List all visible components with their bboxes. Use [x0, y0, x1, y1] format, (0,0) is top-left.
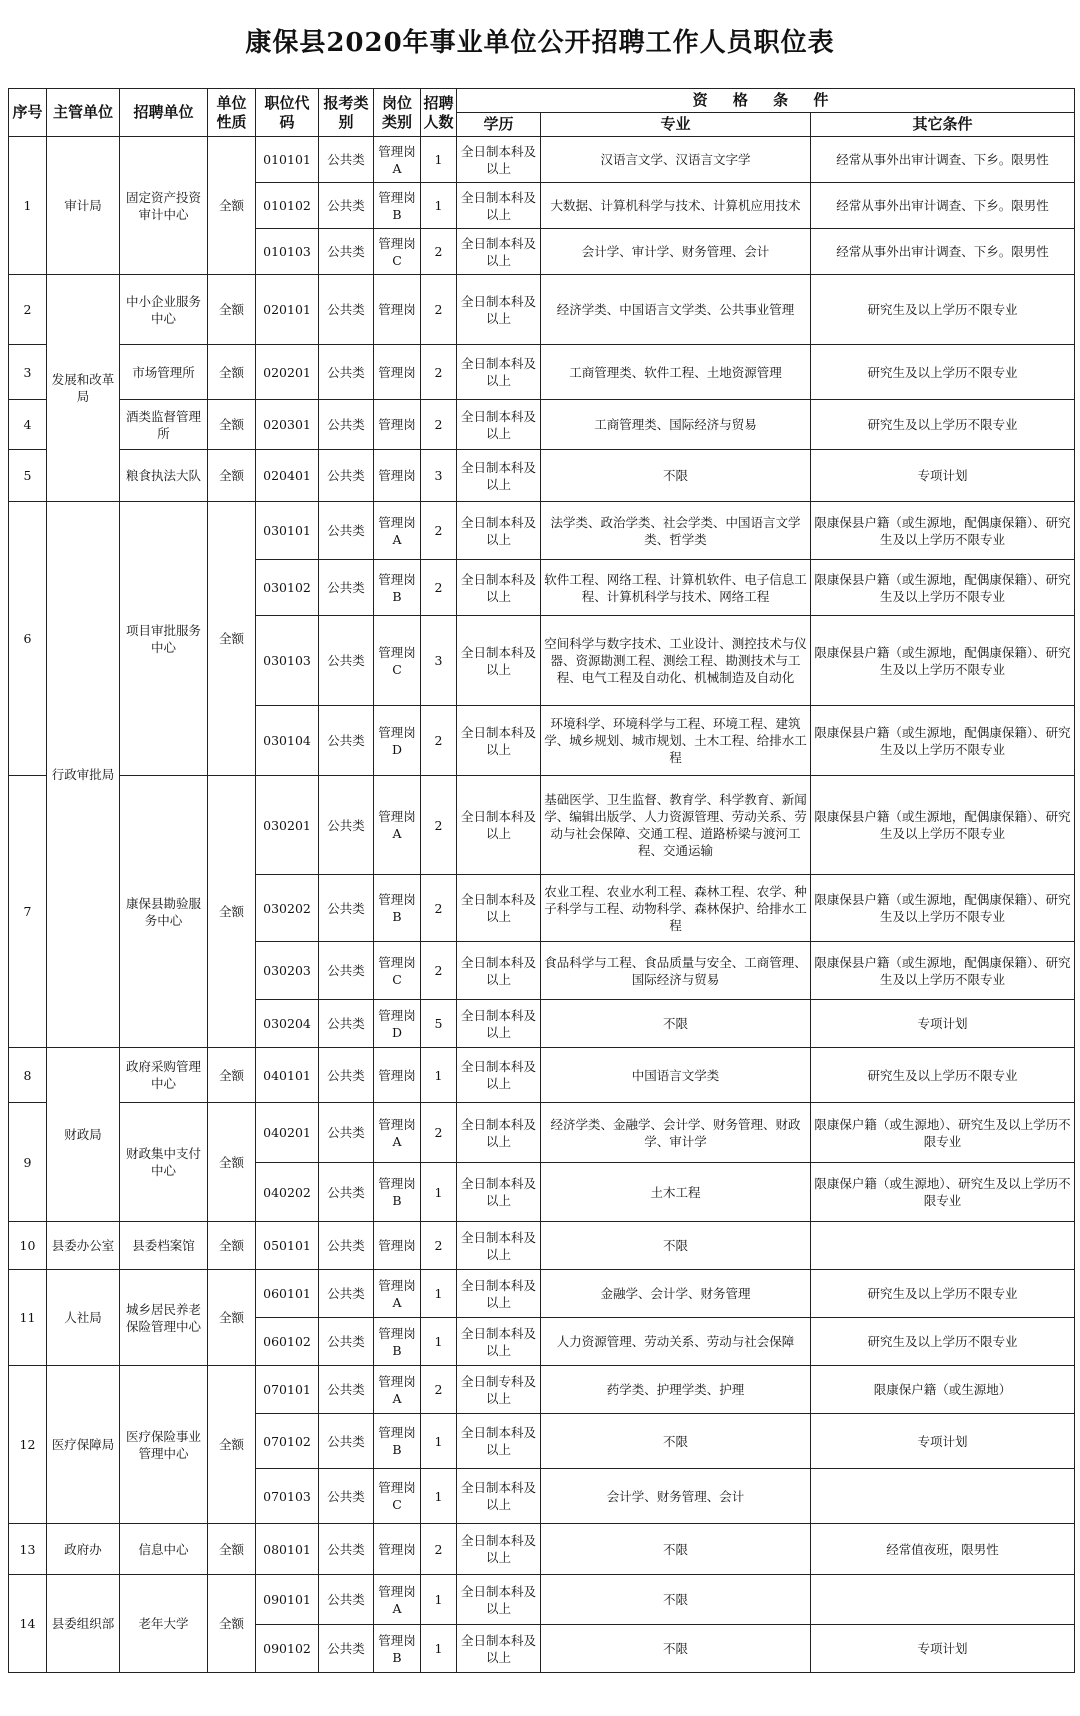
cell-post: 管理岗B	[374, 1414, 421, 1469]
cell-code: 030203	[256, 942, 319, 1000]
header-other: 其它条件	[811, 113, 1075, 137]
cell-post: 管理岗C	[374, 942, 421, 1000]
cell-exam: 公共类	[319, 1366, 374, 1414]
cell-other: 研究生及以上学历不限专业	[811, 345, 1075, 400]
cell-major: 食品科学与工程、食品质量与安全、工商管理、国际经济与贸易	[541, 942, 811, 1000]
cell-exam: 公共类	[319, 1318, 374, 1366]
cell-unit: 酒类监督管理所	[120, 400, 208, 450]
cell-code: 050101	[256, 1222, 319, 1270]
cell-edu: 全日制本科及以上	[457, 275, 541, 345]
cell-seq: 8	[9, 1048, 47, 1103]
cell-edu: 全日制本科及以上	[457, 1575, 541, 1625]
cell-edu: 全日制本科及以上	[457, 1318, 541, 1366]
cell-seq: 13	[9, 1524, 47, 1575]
cell-other: 专项计划	[811, 450, 1075, 502]
cell-count: 2	[421, 1524, 457, 1575]
cell-count: 2	[421, 1103, 457, 1163]
cell-seq: 3	[9, 345, 47, 400]
cell-post: 管理岗A	[374, 1103, 421, 1163]
cell-code: 070102	[256, 1414, 319, 1469]
cell-count: 1	[421, 1163, 457, 1222]
cell-other	[811, 1469, 1075, 1524]
cell-other: 研究生及以上学历不限专业	[811, 1318, 1075, 1366]
cell-post: 管理岗	[374, 1048, 421, 1103]
cell-edu: 全日制本科及以上	[457, 706, 541, 776]
header-edu: 学历	[457, 113, 541, 137]
cell-exam: 公共类	[319, 776, 374, 875]
cell-count: 1	[421, 183, 457, 229]
cell-count: 2	[421, 942, 457, 1000]
cell-post: 管理岗	[374, 1524, 421, 1575]
cell-exam: 公共类	[319, 875, 374, 942]
cell-post: 管理岗A	[374, 502, 421, 560]
cell-unit: 粮食执法大队	[120, 450, 208, 502]
cell-seq: 1	[9, 137, 47, 275]
cell-nature: 全额	[208, 776, 256, 1048]
cell-seq: 9	[9, 1103, 47, 1222]
cell-post: 管理岗B	[374, 183, 421, 229]
cell-code: 030102	[256, 560, 319, 616]
cell-dept: 发展和改革局	[47, 275, 120, 502]
cell-nature: 全额	[208, 1048, 256, 1103]
cell-major: 不限	[541, 450, 811, 502]
cell-seq: 10	[9, 1222, 47, 1270]
cell-major: 药学类、护理学类、护理	[541, 1366, 811, 1414]
cell-count: 1	[421, 1575, 457, 1625]
cell-other: 限康保县户籍（或生源地，配偶康保籍）、研究生及以上学历不限专业	[811, 942, 1075, 1000]
cell-major: 金融学、会计学、财务管理	[541, 1270, 811, 1318]
cell-code: 030101	[256, 502, 319, 560]
cell-exam: 公共类	[319, 1048, 374, 1103]
cell-edu: 全日制本科及以上	[457, 560, 541, 616]
cell-seq: 12	[9, 1366, 47, 1524]
cell-count: 2	[421, 1366, 457, 1414]
cell-exam: 公共类	[319, 1270, 374, 1318]
cell-dept: 县委办公室	[47, 1222, 120, 1270]
cell-other: 研究生及以上学历不限专业	[811, 275, 1075, 345]
cell-post: 管理岗A	[374, 776, 421, 875]
cell-count: 1	[421, 1270, 457, 1318]
cell-dept: 政府办	[47, 1524, 120, 1575]
cell-edu: 全日制本科及以上	[457, 137, 541, 183]
cell-unit: 固定资产投资审计中心	[120, 137, 208, 275]
cell-edu: 全日制本科及以上	[457, 875, 541, 942]
cell-code: 040202	[256, 1163, 319, 1222]
cell-code: 010101	[256, 137, 319, 183]
cell-other: 经常从事外出审计调查、下乡。限男性	[811, 137, 1075, 183]
cell-edu: 全日制本科及以上	[457, 345, 541, 400]
cell-seq: 4	[9, 400, 47, 450]
cell-unit: 中小企业服务中心	[120, 275, 208, 345]
cell-edu: 全日制本科及以上	[457, 1469, 541, 1524]
cell-other: 研究生及以上学历不限专业	[811, 400, 1075, 450]
cell-dept: 审计局	[47, 137, 120, 275]
cell-edu: 全日制本科及以上	[457, 1524, 541, 1575]
cell-code: 030103	[256, 616, 319, 706]
cell-exam: 公共类	[319, 1625, 374, 1673]
cell-exam: 公共类	[319, 1524, 374, 1575]
cell-seq: 11	[9, 1270, 47, 1366]
cell-unit: 老年大学	[120, 1575, 208, 1673]
cell-nature: 全额	[208, 275, 256, 345]
cell-count: 1	[421, 137, 457, 183]
cell-nature: 全额	[208, 137, 256, 275]
cell-code: 030104	[256, 706, 319, 776]
cell-count: 5	[421, 1000, 457, 1048]
cell-code: 080101	[256, 1524, 319, 1575]
header-qualifications: 资 格 条 件	[457, 89, 1075, 113]
cell-post: 管理岗B	[374, 1625, 421, 1673]
cell-major: 土木工程	[541, 1163, 811, 1222]
cell-unit: 信息中心	[120, 1524, 208, 1575]
header-count: 招聘人数	[421, 89, 457, 137]
cell-exam: 公共类	[319, 1469, 374, 1524]
cell-major: 不限	[541, 1625, 811, 1673]
cell-edu: 全日制本科及以上	[457, 183, 541, 229]
cell-exam: 公共类	[319, 345, 374, 400]
cell-other	[811, 1575, 1075, 1625]
cell-unit: 城乡居民养老保险管理中心	[120, 1270, 208, 1366]
cell-count: 2	[421, 400, 457, 450]
cell-count: 1	[421, 1625, 457, 1673]
cell-major: 基础医学、卫生监督、教育学、科学教育、新闻学、编辑出版学、人力资源管理、劳动关系、劳动与社会保障、交通工程、道路桥梁与渡河工程、交通运输	[541, 776, 811, 875]
cell-code: 040101	[256, 1048, 319, 1103]
cell-seq: 2	[9, 275, 47, 345]
cell-exam: 公共类	[319, 400, 374, 450]
cell-exam: 公共类	[319, 183, 374, 229]
cell-code: 060102	[256, 1318, 319, 1366]
cell-other: 限康保县户籍（或生源地，配偶康保籍）、研究生及以上学历不限专业	[811, 776, 1075, 875]
cell-major: 不限	[541, 1414, 811, 1469]
header-unit: 招聘单位	[120, 89, 208, 137]
cell-code: 090101	[256, 1575, 319, 1625]
cell-nature: 全额	[208, 1575, 256, 1673]
cell-nature: 全额	[208, 450, 256, 502]
cell-edu: 全日制本科及以上	[457, 776, 541, 875]
cell-edu: 全日制本科及以上	[457, 1270, 541, 1318]
cell-major: 会计学、审计学、财务管理、会计	[541, 229, 811, 275]
cell-exam: 公共类	[319, 275, 374, 345]
cell-nature: 全额	[208, 400, 256, 450]
cell-code: 030204	[256, 1000, 319, 1048]
cell-exam: 公共类	[319, 450, 374, 502]
cell-post: 管理岗B	[374, 875, 421, 942]
cell-edu: 全日制本科及以上	[457, 1000, 541, 1048]
cell-other: 限康保县户籍（或生源地，配偶康保籍）、研究生及以上学历不限专业	[811, 502, 1075, 560]
cell-other: 研究生及以上学历不限专业	[811, 1048, 1075, 1103]
header-seq: 序号	[9, 89, 47, 137]
cell-post: 管理岗A	[374, 137, 421, 183]
cell-post: 管理岗C	[374, 616, 421, 706]
cell-major: 不限	[541, 1222, 811, 1270]
cell-unit: 康保县勘验服务中心	[120, 776, 208, 1048]
cell-other: 专项计划	[811, 1000, 1075, 1048]
cell-unit: 项目审批服务中心	[120, 502, 208, 776]
cell-major: 汉语言文学、汉语言文字学	[541, 137, 811, 183]
cell-major: 工商管理类、国际经济与贸易	[541, 400, 811, 450]
cell-exam: 公共类	[319, 229, 374, 275]
cell-count: 2	[421, 560, 457, 616]
cell-other: 经常从事外出审计调查、下乡。限男性	[811, 183, 1075, 229]
cell-other: 限康保户籍（或生源地）、研究生及以上学历不限专业	[811, 1163, 1075, 1222]
cell-count: 2	[421, 706, 457, 776]
cell-count: 1	[421, 1469, 457, 1524]
cell-post: 管理岗A	[374, 1575, 421, 1625]
cell-code: 020201	[256, 345, 319, 400]
cell-post: 管理岗	[374, 400, 421, 450]
cell-count: 3	[421, 450, 457, 502]
cell-post: 管理岗	[374, 345, 421, 400]
cell-other: 限康保户籍（或生源地）	[811, 1366, 1075, 1414]
cell-nature: 全额	[208, 345, 256, 400]
cell-other: 研究生及以上学历不限专业	[811, 1270, 1075, 1318]
cell-exam: 公共类	[319, 560, 374, 616]
cell-count: 2	[421, 1222, 457, 1270]
cell-edu: 全日制本科及以上	[457, 1222, 541, 1270]
cell-exam: 公共类	[319, 1414, 374, 1469]
cell-other: 限康保县户籍（或生源地，配偶康保籍）、研究生及以上学历不限专业	[811, 706, 1075, 776]
cell-code: 030202	[256, 875, 319, 942]
cell-edu: 全日制本科及以上	[457, 1414, 541, 1469]
cell-count: 1	[421, 1318, 457, 1366]
cell-major: 不限	[541, 1000, 811, 1048]
cell-edu: 全日制本科及以上	[457, 1048, 541, 1103]
cell-major: 经济学类、中国语言文学类、公共事业管理	[541, 275, 811, 345]
cell-major: 法学类、政治学类、社会学类、中国语言文学类、哲学类	[541, 502, 811, 560]
cell-edu: 全日制本科及以上	[457, 1103, 541, 1163]
cell-nature: 全额	[208, 502, 256, 776]
cell-unit: 政府采购管理中心	[120, 1048, 208, 1103]
cell-edu: 全日制本科及以上	[457, 616, 541, 706]
cell-exam: 公共类	[319, 616, 374, 706]
cell-exam: 公共类	[319, 137, 374, 183]
cell-edu: 全日制本科及以上	[457, 1163, 541, 1222]
cell-dept: 人社局	[47, 1270, 120, 1366]
cell-code: 040201	[256, 1103, 319, 1163]
cell-edu: 全日制本科及以上	[457, 502, 541, 560]
header-major: 专业	[541, 113, 811, 137]
cell-code: 030201	[256, 776, 319, 875]
cell-edu: 全日制专科及以上	[457, 1366, 541, 1414]
cell-seq: 7	[9, 776, 47, 1048]
cell-major: 环境科学、环境科学与工程、环境工程、建筑学、城乡规划、城市规划、土木工程、给排水工程	[541, 706, 811, 776]
cell-post: 管理岗B	[374, 1163, 421, 1222]
cell-unit: 县委档案馆	[120, 1222, 208, 1270]
cell-other: 经常从事外出审计调查、下乡。限男性	[811, 229, 1075, 275]
cell-other: 限康保县户籍（或生源地，配偶康保籍）、研究生及以上学历不限专业	[811, 560, 1075, 616]
cell-nature: 全额	[208, 1524, 256, 1575]
page-title: 康保县2020年事业单位公开招聘工作人员职位表	[245, 28, 835, 58]
cell-major: 经济学类、金融学、会计学、财务管理、财政学、审计学	[541, 1103, 811, 1163]
cell-code: 010103	[256, 229, 319, 275]
cell-major: 空间科学与数字技术、工业设计、测控技术与仪器、资源勘测工程、测绘工程、勘测技术与工程、电气工程及自动化、机械制造及自动化	[541, 616, 811, 706]
cell-exam: 公共类	[319, 1163, 374, 1222]
cell-count: 1	[421, 1048, 457, 1103]
cell-other: 限康保县户籍（或生源地，配偶康保籍）、研究生及以上学历不限专业	[811, 875, 1075, 942]
cell-edu: 全日制本科及以上	[457, 450, 541, 502]
cell-major: 人力资源管理、劳动关系、劳动与社会保障	[541, 1318, 811, 1366]
cell-code: 020301	[256, 400, 319, 450]
cell-code: 010102	[256, 183, 319, 229]
header-exam: 报考类别	[319, 89, 374, 137]
cell-seq: 14	[9, 1575, 47, 1673]
cell-other: 限康保县户籍（或生源地，配偶康保籍）、研究生及以上学历不限专业	[811, 616, 1075, 706]
cell-code: 070101	[256, 1366, 319, 1414]
cell-exam: 公共类	[319, 1575, 374, 1625]
cell-count: 2	[421, 345, 457, 400]
cell-exam: 公共类	[319, 1000, 374, 1048]
cell-post: 管理岗	[374, 450, 421, 502]
cell-post: 管理岗B	[374, 1318, 421, 1366]
cell-code: 060101	[256, 1270, 319, 1318]
cell-code: 090102	[256, 1625, 319, 1673]
cell-code: 020101	[256, 275, 319, 345]
cell-nature: 全额	[208, 1270, 256, 1366]
cell-post: 管理岗D	[374, 706, 421, 776]
cell-exam: 公共类	[319, 1103, 374, 1163]
cell-post: 管理岗	[374, 275, 421, 345]
cell-other: 经常值夜班，限男性	[811, 1524, 1075, 1575]
cell-dept: 县委组织部	[47, 1575, 120, 1673]
cell-major: 不限	[541, 1524, 811, 1575]
cell-post: 管理岗C	[374, 1469, 421, 1524]
cell-count: 2	[421, 229, 457, 275]
cell-edu: 全日制本科及以上	[457, 400, 541, 450]
cell-other: 限康保户籍（或生源地）、研究生及以上学历不限专业	[811, 1103, 1075, 1163]
header-code: 职位代码	[256, 89, 319, 137]
cell-post: 管理岗D	[374, 1000, 421, 1048]
header-nature: 单位性质	[208, 89, 256, 137]
cell-major: 软件工程、网络工程、计算机软件、电子信息工程、计算机科学与技术、网络工程	[541, 560, 811, 616]
cell-nature: 全额	[208, 1222, 256, 1270]
cell-code: 070103	[256, 1469, 319, 1524]
cell-edu: 全日制本科及以上	[457, 1625, 541, 1673]
cell-nature: 全额	[208, 1366, 256, 1524]
cell-edu: 全日制本科及以上	[457, 229, 541, 275]
cell-other: 专项计划	[811, 1625, 1075, 1673]
cell-exam: 公共类	[319, 942, 374, 1000]
cell-major: 农业工程、农业水利工程、森林工程、农学、种子科学与工程、动物科学、森林保护、给排水工程	[541, 875, 811, 942]
cell-exam: 公共类	[319, 1222, 374, 1270]
cell-post: 管理岗A	[374, 1270, 421, 1318]
cell-major: 工商管理类、软件工程、土地资源管理	[541, 345, 811, 400]
cell-dept: 行政审批局	[47, 502, 120, 1048]
cell-other: 专项计划	[811, 1414, 1075, 1469]
cell-other	[811, 1222, 1075, 1270]
job-table	[8, 88, 1075, 1673]
cell-post: 管理岗A	[374, 1366, 421, 1414]
header-dept: 主管单位	[47, 89, 120, 137]
cell-seq: 5	[9, 450, 47, 502]
cell-edu: 全日制本科及以上	[457, 942, 541, 1000]
cell-count: 2	[421, 776, 457, 875]
cell-major: 会计学、财务管理、会计	[541, 1469, 811, 1524]
cell-post: 管理岗	[374, 1222, 421, 1270]
cell-unit: 医疗保险事业管理中心	[120, 1366, 208, 1524]
cell-count: 2	[421, 875, 457, 942]
cell-dept: 医疗保障局	[47, 1366, 120, 1524]
cell-exam: 公共类	[319, 706, 374, 776]
cell-count: 2	[421, 502, 457, 560]
cell-nature: 全额	[208, 1103, 256, 1222]
cell-unit: 市场管理所	[120, 345, 208, 400]
cell-post: 管理岗B	[374, 560, 421, 616]
cell-post: 管理岗C	[374, 229, 421, 275]
cell-major: 中国语言文学类	[541, 1048, 811, 1103]
cell-count: 2	[421, 275, 457, 345]
header-post: 岗位类别	[374, 89, 421, 137]
cell-unit: 财政集中支付中心	[120, 1103, 208, 1222]
cell-exam: 公共类	[319, 502, 374, 560]
cell-seq: 6	[9, 502, 47, 776]
cell-major: 大数据、计算机科学与技术、计算机应用技术	[541, 183, 811, 229]
cell-count: 3	[421, 616, 457, 706]
cell-count: 1	[421, 1414, 457, 1469]
cell-dept: 财政局	[47, 1048, 120, 1222]
cell-code: 020401	[256, 450, 319, 502]
cell-major: 不限	[541, 1575, 811, 1625]
